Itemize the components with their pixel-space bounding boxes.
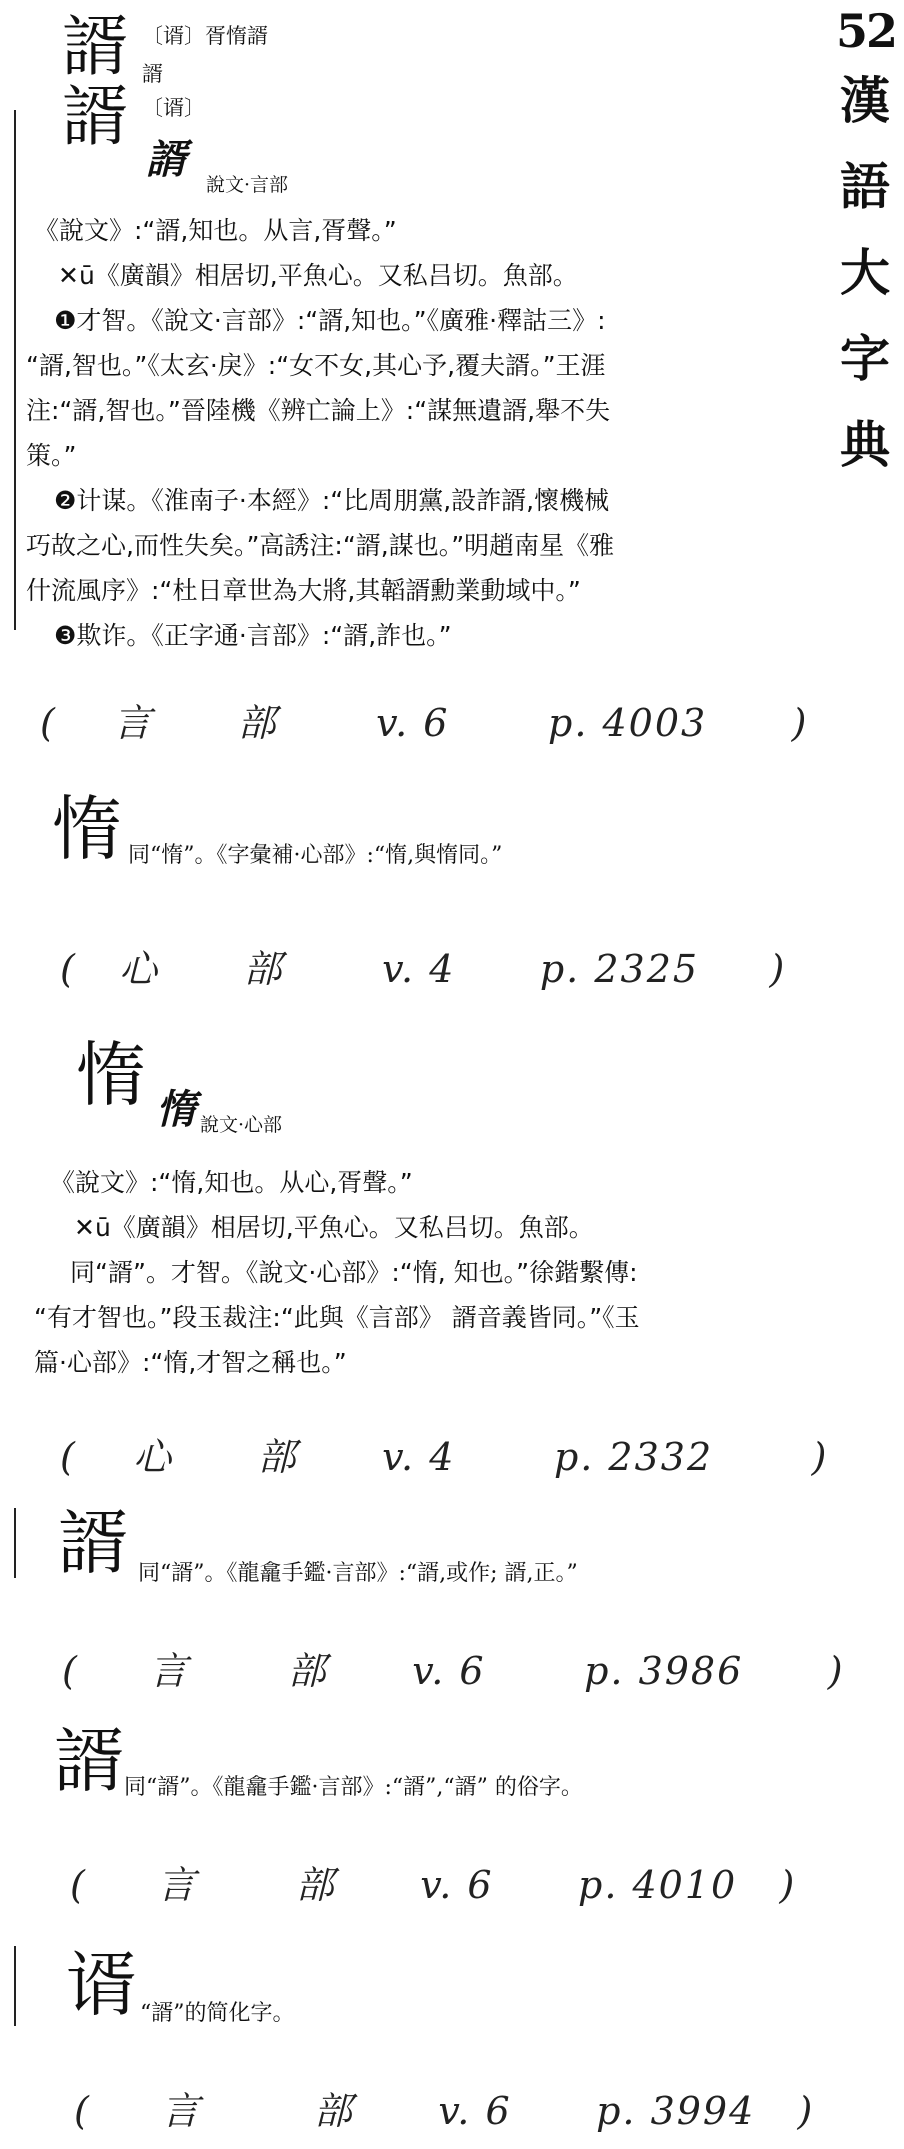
definition-line: 《說文》:“惰,知也。从心,胥聲。” <box>50 1168 413 1197</box>
entry1-variant-line: 〔谞〕胥惰諝 <box>142 24 268 48</box>
title-char: 典 <box>840 415 890 474</box>
definition-line: ✕ū《廣韻》相居切,平魚心。又私吕切。魚部。 <box>58 261 578 290</box>
handwritten-note: ( 言 部 v. 6 p. 3986 ) <box>62 1649 845 1693</box>
entry3-seal-glyph: 惰 <box>156 1086 196 1133</box>
entry1-definition <box>26 208 806 658</box>
definition-line: “諝,智也。”《太玄·戾》:“女不女,其心予,覆夫諝。”王涯 <box>26 351 606 380</box>
entry1-head-char-variant: 諝 <box>62 78 128 155</box>
entry5-head-char: 諝 <box>54 1720 124 1802</box>
handwritten-note: ( 言 部 v. 6 p. 4003 ) <box>40 701 809 745</box>
entry4-definition: 同“諝”。《龍龕手鑑·言部》:“諝,或作; 諝,正。” <box>138 1561 578 1586</box>
title-char: 語 <box>840 157 890 216</box>
title-char: 字 <box>840 329 890 388</box>
definition-line: ❸欺诈。《正字通·言部》:“諝,詐也。” <box>54 621 452 650</box>
entry3-seal-source: 說文·心部 <box>200 1114 283 1136</box>
definition-line: 注:“諝,智也。”晉陸機《辨亡論上》:“謀無遺諝,舉不失 <box>26 396 611 425</box>
entry1-seal-source: 說文·言部 <box>206 174 289 196</box>
handwritten-note: ( 言 部 v. 6 p. 4010 ) <box>70 1863 797 1907</box>
entry1-seal-glyph: 諝 <box>146 136 186 183</box>
entry2-definition: 同“惰”。《字彙補·心部》:“惰,與惰同。” <box>128 843 503 868</box>
entry1-head-char: 諝 <box>62 8 128 85</box>
definition-line: 篇·心部》:“惰,才智之稱也。” <box>34 1348 347 1377</box>
margin-rule <box>14 1508 16 1578</box>
definition-line: ✕ū《廣韻》相居切,平魚心。又私吕切。魚部。 <box>74 1213 594 1242</box>
entry6-definition: “諝”的简化字。 <box>140 2001 295 2026</box>
entry5-definition: 同“諝”。《龍龕手鑑·言部》:“諝”,“諝” 的俗字。 <box>124 1775 583 1800</box>
entry6-head-char: 谞 <box>66 1944 136 2026</box>
margin-rule <box>14 1946 16 2026</box>
margin-rule <box>14 110 16 630</box>
entry3-definition <box>34 1160 814 1385</box>
handwritten-note: ( 心 部 v. 4 p. 2325 ) <box>60 947 787 991</box>
definition-line: ❶才智。《說文·言部》:“諝,知也。”《廣雅·釋詁三》: <box>54 306 606 335</box>
entry2-head-char: 惰 <box>52 788 122 870</box>
handwritten-note: ( 心 部 v. 4 p. 2332 ) <box>60 1435 829 1479</box>
dictionary-title <box>840 58 900 488</box>
definition-line: 同“諝”。才智。《說文·心部》:“惰, 知也。”徐鍇繫傳: <box>70 1258 638 1287</box>
definition-line: “有才智也。”段玉裁注:“此與《言部》 諝音義皆同。”《玉 <box>34 1303 640 1332</box>
handwritten-note: ( 言 部 v. 6 p. 3994 ) <box>74 2089 815 2133</box>
definition-line: 《說文》:“諝,知也。从言,胥聲。” <box>34 216 397 245</box>
page-number: 52 <box>836 4 897 58</box>
title-char: 大 <box>840 243 890 302</box>
title-char: 漢 <box>840 71 890 130</box>
entry3-head-char: 惰 <box>76 1034 146 1116</box>
definition-line: 什流風序》:“杜日章世為大將,其韜諝勳業動域中。” <box>26 576 581 605</box>
definition-line: ❷计谋。《淮南子·本經》:“比周朋黨,設詐諝,懷機械 <box>54 486 610 515</box>
definition-line: 策。” <box>26 441 77 470</box>
entry1-variant-line: 〔谞〕 <box>142 96 205 120</box>
entry1-variant-line: 諝 <box>142 62 163 86</box>
entry4-head-char: 諝 <box>58 1502 128 1584</box>
definition-line: 巧故之心,而性失矣。”高誘注:“諝,謀也。”明趙南星《雅 <box>26 531 615 560</box>
